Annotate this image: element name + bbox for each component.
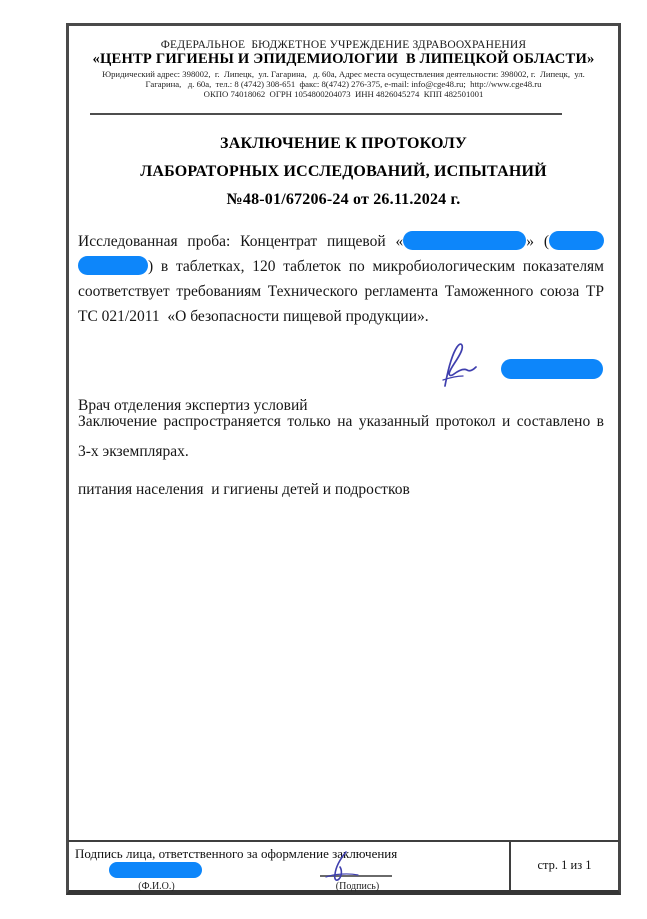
header-separator-line [90, 113, 562, 115]
redaction-pill-detail-end [78, 256, 148, 275]
note-line-1: Заключение распространяется только на указанный протокол и составлено в [78, 413, 604, 430]
sample-text-between: » ( [526, 233, 549, 250]
footer-responsible-label: Подпись лица, ответственного за оформление заключения [75, 846, 398, 861]
org-address-line-1: Юридический адрес: 398002, г. Липецк, ул. Гагарина, д. 60а, Адрес места осуществления деятельности: 398002, г. Липецк, ул. [102, 69, 585, 79]
document-page [66, 23, 621, 895]
org-type-line: ФЕДЕРАЛЬНОЕ БЮДЖЕТНОЕ УЧРЕЖДЕНИЕ ЗДРАВООХРАНЕНИЯ [160, 39, 527, 51]
org-name-line: «ЦЕНТР ГИГИЕНЫ И ЭПИДЕМИОЛОГИИ В ЛИПЕЦКОЙ ОБЛАСТИ» [92, 51, 595, 67]
sample-text-line-2: ) в таблетках, 120 таблеток по микробиологическим показателям [148, 258, 604, 275]
redaction-pill-product-name [403, 231, 526, 250]
signer-position-line-1: Врач отделения экспертиз условий [78, 397, 308, 414]
page-number-text: стр. 1 из 1 [537, 857, 592, 872]
signer-position-line-2: питания населения и гигиены детей и подростков [78, 481, 410, 498]
sample-line-4: ТС 021/2011 «О безопасности пищевой продукции». [78, 308, 429, 325]
sample-line-1 [78, 229, 604, 254]
footer-signature-ink-icon [322, 850, 362, 884]
redaction-pill-signer-name [501, 359, 603, 379]
sample-line-3: соответствует требованиям Технического регламента Таможенного союза ТР [78, 283, 604, 300]
redaction-pill-detail-start [549, 231, 604, 250]
sample-line-2 [78, 254, 604, 279]
document-number-date: №48-01/67206-24 от 26.11.2024 г. [226, 191, 461, 208]
fio-caption: (Ф.И.О.) [138, 881, 175, 892]
note-line-2: 3-х экземплярах. [78, 443, 189, 460]
sign-caption: (Подпись) [335, 881, 380, 892]
page-number-cell [511, 840, 618, 890]
document-title-line-2: ЛАБОРАТОРНЫХ ИССЛЕДОВАНИЙ, ИСПЫТАНИЙ [140, 163, 547, 180]
doctor-signature-ink-icon [437, 342, 481, 388]
document-title-line-1: ЗАКЛЮЧЕНИЕ К ПРОТОКОЛУ [220, 135, 467, 152]
redaction-pill-fio [109, 862, 202, 878]
sample-text-before: Исследованная проба: Концентрат пищевой « [78, 233, 404, 250]
org-address-line-2: Гагарина, д. 60а, тел.: 8 (4742) 308-651 факс: 8(4742) 276-375, e-mail: info@cge48.ru; http://www.cge48.ru [145, 79, 542, 89]
org-requisites-line: ОКПО 74018062 ОГРН 1054800204073 ИНН 4826045274 КПП 482501001 [203, 89, 484, 99]
sample-paragraph [78, 229, 604, 329]
note-paragraph [78, 407, 604, 467]
